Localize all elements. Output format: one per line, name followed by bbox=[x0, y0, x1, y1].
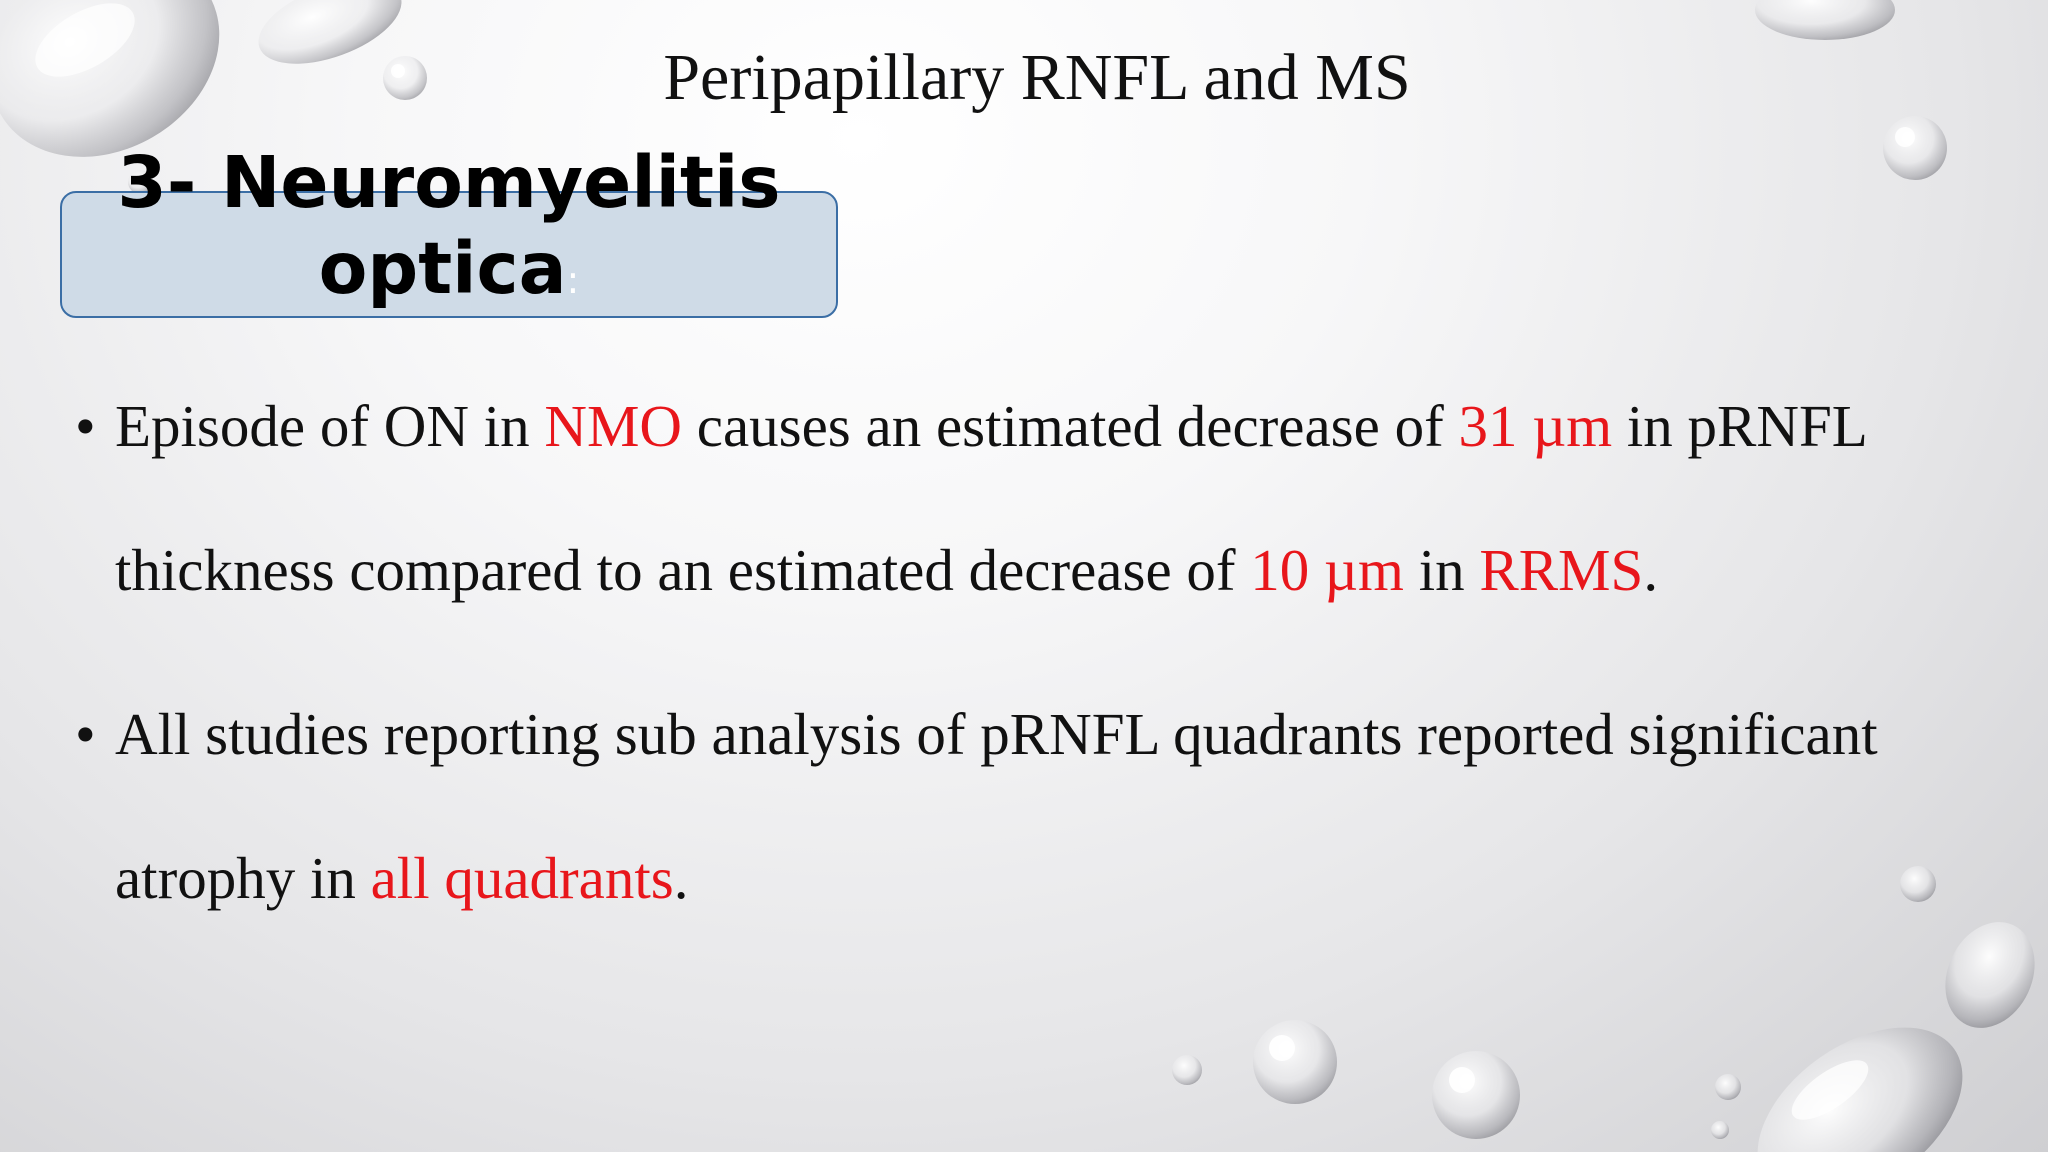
highlight-all-quadrants: all quadrants bbox=[370, 845, 674, 911]
highlight-31um: 31 µm bbox=[1458, 393, 1613, 459]
text-segment: in pRNFL thickness compared to an estimated decrease of bbox=[115, 393, 1866, 603]
text-segment: in bbox=[1403, 537, 1480, 603]
drop-top-right bbox=[1755, 0, 1895, 40]
text-segment: All studies reporting sub analysis of pRNFL quadrants reported significant atrophy in bbox=[115, 701, 1878, 911]
highlight-nmo: NMO bbox=[544, 393, 683, 459]
highlight-rrms: RRMS bbox=[1479, 537, 1644, 603]
text-segment: . bbox=[1643, 537, 1659, 603]
bullet-quadrant-atrophy bbox=[75, 662, 2015, 950]
text-segment: causes an estimated decrease of bbox=[682, 393, 1459, 459]
highlight-10um: 10 µm bbox=[1250, 537, 1404, 603]
text-segment: . bbox=[673, 845, 689, 911]
bullet-text bbox=[115, 662, 2015, 950]
bullet-marker: • bbox=[75, 393, 96, 459]
section-heading bbox=[60, 140, 838, 323]
text-segment: Episode of ON in bbox=[115, 393, 545, 459]
bullet-marker: • bbox=[75, 701, 96, 767]
bullet-nmo-decrease bbox=[75, 354, 2015, 642]
slide-title: Peripapillary RNFL and MS bbox=[663, 41, 1411, 114]
heading-line-2: optica bbox=[318, 227, 567, 310]
bullet-text bbox=[115, 354, 2015, 642]
drop-bottom-small-cluster bbox=[1172, 1020, 1741, 1139]
heading-line-1: 3- Neuromyelitis bbox=[117, 141, 781, 224]
drop-right-upper bbox=[1883, 116, 1947, 180]
heading-colon: : bbox=[566, 258, 580, 302]
